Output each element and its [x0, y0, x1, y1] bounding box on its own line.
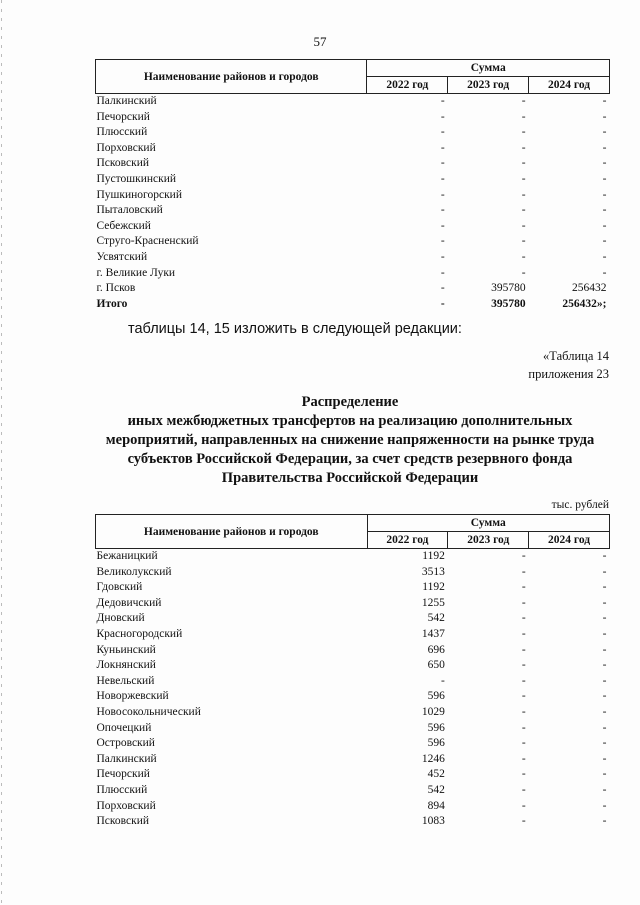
heading-line-5: Правительства Российской Федерации	[221, 470, 479, 486]
table-row	[96, 596, 610, 612]
table-row	[96, 219, 610, 235]
value-2023: -	[521, 674, 526, 687]
table-row	[96, 627, 610, 643]
value-2023: -	[521, 596, 526, 609]
district-name: Псковский	[96, 157, 150, 170]
district-name: Великолукский	[96, 565, 172, 578]
value-2023: -	[521, 141, 526, 154]
value-2023: -	[521, 799, 526, 812]
value-2024: -	[602, 690, 607, 703]
district-name: Печорский	[96, 110, 150, 123]
value-2024: -	[602, 110, 607, 123]
header-sum: Сумма	[367, 60, 610, 77]
value-2023: -	[521, 768, 526, 781]
table-row	[96, 611, 610, 627]
table-row	[96, 705, 610, 721]
table-row	[96, 736, 610, 752]
header-year-2024: 2024 год	[529, 77, 610, 94]
value-2022: 894	[427, 799, 445, 812]
value-2023: -	[521, 550, 526, 562]
value-2024: -	[602, 674, 607, 687]
units-label: тыс. рублей	[551, 499, 609, 511]
value-2024: -	[602, 768, 607, 781]
value-2023: -	[521, 266, 526, 279]
value-2024: -	[602, 188, 607, 201]
scan-edge-mark	[1, 0, 2, 905]
value-2024: -	[602, 95, 607, 107]
header-year-2024: 2024 год	[529, 532, 610, 549]
table-row	[96, 156, 610, 172]
total-2024: 256432»;	[562, 297, 607, 310]
table-row	[96, 767, 610, 783]
value-2023: -	[521, 235, 526, 248]
district-name: Струго-Красненский	[96, 235, 199, 248]
value-2024: -	[602, 157, 607, 170]
table-row	[96, 689, 610, 705]
value-2022: 650	[427, 659, 445, 672]
header-year-2022: 2022 год	[367, 532, 448, 549]
value-2024: -	[602, 219, 607, 232]
value-2024: -	[602, 815, 607, 828]
value-2022: 542	[427, 783, 445, 796]
district-name: Новоржевский	[96, 690, 169, 703]
value-2022: -	[440, 172, 445, 185]
value-2024: 256432	[572, 282, 607, 295]
page-number: 57	[313, 34, 327, 49]
value-2022: -	[440, 219, 445, 232]
value-2022: 596	[427, 737, 445, 750]
value-2024: -	[602, 565, 607, 578]
district-name: Невельский	[96, 674, 155, 687]
value-2024: -	[602, 235, 607, 248]
table-row	[96, 125, 610, 141]
table-row	[96, 94, 610, 110]
value-2022: 452	[427, 768, 445, 781]
district-name: г. Великие Луки	[96, 266, 176, 279]
value-2024: -	[602, 141, 607, 154]
value-2022: 696	[427, 643, 445, 656]
district-name: Порховский	[96, 799, 156, 812]
value-2022: -	[440, 141, 445, 154]
value-2022: 1083	[421, 815, 445, 828]
value-2024: -	[602, 550, 607, 562]
value-2022: 1246	[421, 752, 445, 765]
value-2023: -	[521, 690, 526, 703]
district-name: Палкинский	[96, 752, 157, 765]
table-heading	[60, 393, 640, 488]
value-2024: -	[602, 721, 607, 734]
table-row	[96, 674, 610, 690]
value-2023: -	[521, 126, 526, 139]
value-2024: -	[602, 659, 607, 672]
value-2023: -	[521, 172, 526, 185]
table-row	[96, 643, 610, 659]
value-2023: -	[521, 815, 526, 828]
value-2023: -	[521, 110, 526, 123]
value-2024: -	[602, 705, 607, 718]
district-name: Дновский	[96, 612, 145, 625]
header-year-2022: 2022 год	[367, 77, 448, 94]
value-2024: -	[602, 737, 607, 750]
value-2022: -	[440, 110, 445, 123]
district-name: Палкинский	[96, 95, 157, 107]
value-2023: -	[521, 188, 526, 201]
value-2022: -	[440, 95, 445, 107]
value-2022: -	[440, 235, 445, 248]
value-2024: -	[602, 627, 607, 640]
district-name: Себежский	[96, 219, 151, 232]
table-row	[96, 266, 610, 282]
table-row	[96, 799, 610, 815]
value-2023: -	[521, 643, 526, 656]
table-row	[96, 549, 610, 565]
header-sum: Сумма	[367, 515, 610, 532]
value-2023: -	[521, 565, 526, 578]
value-2024: -	[602, 250, 607, 263]
district-name: Плюсский	[96, 126, 148, 139]
district-name: г. Псков	[96, 282, 136, 295]
value-2023: -	[521, 752, 526, 765]
table-row	[96, 783, 610, 799]
value-2023: -	[521, 581, 526, 594]
district-name: Гдовский	[96, 581, 143, 594]
table-row	[96, 188, 610, 204]
value-2022: -	[440, 266, 445, 279]
value-2022: -	[440, 674, 445, 687]
table-label-line-1: «Таблица 14	[543, 349, 609, 363]
district-name: Бежаницкий	[96, 550, 158, 562]
district-name: Опочецкий	[96, 721, 152, 734]
table-row	[96, 721, 610, 737]
header-year-2023: 2023 год	[448, 532, 529, 549]
value-2023: -	[521, 659, 526, 672]
value-2023: -	[521, 721, 526, 734]
heading-line-2: иных межбюджетных трансфертов на реализацию дополнительных	[127, 413, 573, 429]
district-name: Красногородский	[96, 627, 183, 640]
table-row	[96, 281, 610, 297]
table-label	[528, 347, 609, 383]
value-2024: -	[602, 204, 607, 217]
value-2022: 1255	[421, 596, 445, 609]
allocation-table-continued	[95, 59, 610, 312]
value-2022: 542	[427, 612, 445, 625]
district-name: Пыталовский	[96, 204, 163, 217]
table-row	[96, 580, 610, 596]
table-row	[96, 565, 610, 581]
table-row	[96, 250, 610, 266]
value-2023: -	[521, 219, 526, 232]
value-2024: -	[602, 596, 607, 609]
table-row	[96, 234, 610, 250]
value-2022: 1192	[422, 581, 445, 594]
value-2024: -	[602, 126, 607, 139]
value-2024: -	[602, 266, 607, 279]
value-2023: -	[521, 627, 526, 640]
district-name: Новосокольнический	[96, 705, 201, 718]
header-year-2023: 2023 год	[448, 77, 529, 94]
value-2022: 596	[427, 690, 445, 703]
district-name: Псковский	[96, 815, 150, 828]
value-2024: -	[602, 612, 607, 625]
district-name: Порховский	[96, 141, 156, 154]
district-name: Печорский	[96, 768, 150, 781]
district-name: Куньинский	[96, 643, 156, 656]
total-label: Итого	[96, 297, 128, 310]
total-2023: 395780	[491, 297, 526, 310]
district-name: Пушкиногорский	[96, 188, 182, 201]
allocation-table	[95, 514, 610, 830]
value-2024: -	[602, 643, 607, 656]
table-row	[96, 172, 610, 188]
district-name: Локнянский	[96, 659, 156, 672]
value-2024: -	[602, 799, 607, 812]
value-2023: -	[521, 737, 526, 750]
value-2022: 3513	[421, 565, 445, 578]
value-2024: -	[602, 752, 607, 765]
district-name: Островский	[96, 737, 155, 750]
table-row	[96, 814, 610, 830]
table-row	[96, 658, 610, 674]
district-name: Плюсский	[96, 783, 148, 796]
header-name: Наименование районов и городов	[96, 60, 367, 94]
heading-line-3: мероприятий, направленных на снижение напряженности на рынке труда	[105, 432, 595, 448]
value-2023: -	[521, 95, 526, 107]
value-2022: -	[440, 126, 445, 139]
value-2023: -	[521, 157, 526, 170]
value-2022: -	[440, 157, 445, 170]
value-2023: -	[521, 612, 526, 625]
table-row	[96, 141, 610, 157]
total-row	[96, 297, 610, 313]
header-name: Наименование районов и городов	[96, 515, 368, 549]
table-row	[96, 752, 610, 768]
value-2023: -	[521, 204, 526, 217]
intro-text: таблицы 14, 15 изложить в следующей редакции:	[128, 321, 462, 337]
heading-line-4: субъектов Российской Федерации, за счет средств резервного фонда	[127, 451, 573, 467]
value-2024: -	[602, 581, 607, 594]
value-2023: -	[521, 250, 526, 263]
value-2022: 1029	[421, 705, 445, 718]
value-2023: 395780	[491, 282, 526, 295]
value-2022: 1437	[421, 627, 445, 640]
value-2022: -	[440, 204, 445, 217]
value-2022: -	[440, 282, 445, 295]
table-row	[96, 110, 610, 126]
value-2024: -	[602, 172, 607, 185]
heading-line-1: Распределение	[301, 394, 399, 410]
value-2024: -	[602, 783, 607, 796]
table-row	[96, 203, 610, 219]
district-name: Дедовичский	[96, 596, 162, 609]
value-2023: -	[521, 783, 526, 796]
value-2022: -	[440, 250, 445, 263]
table-label-line-2: приложения 23	[528, 367, 609, 381]
value-2023: -	[521, 705, 526, 718]
district-name: Усвятский	[96, 250, 148, 263]
value-2022: 1192	[422, 550, 445, 562]
total-2022: -	[440, 297, 445, 310]
value-2022: -	[440, 188, 445, 201]
value-2022: 596	[427, 721, 445, 734]
district-name: Пустошкинский	[96, 172, 177, 185]
